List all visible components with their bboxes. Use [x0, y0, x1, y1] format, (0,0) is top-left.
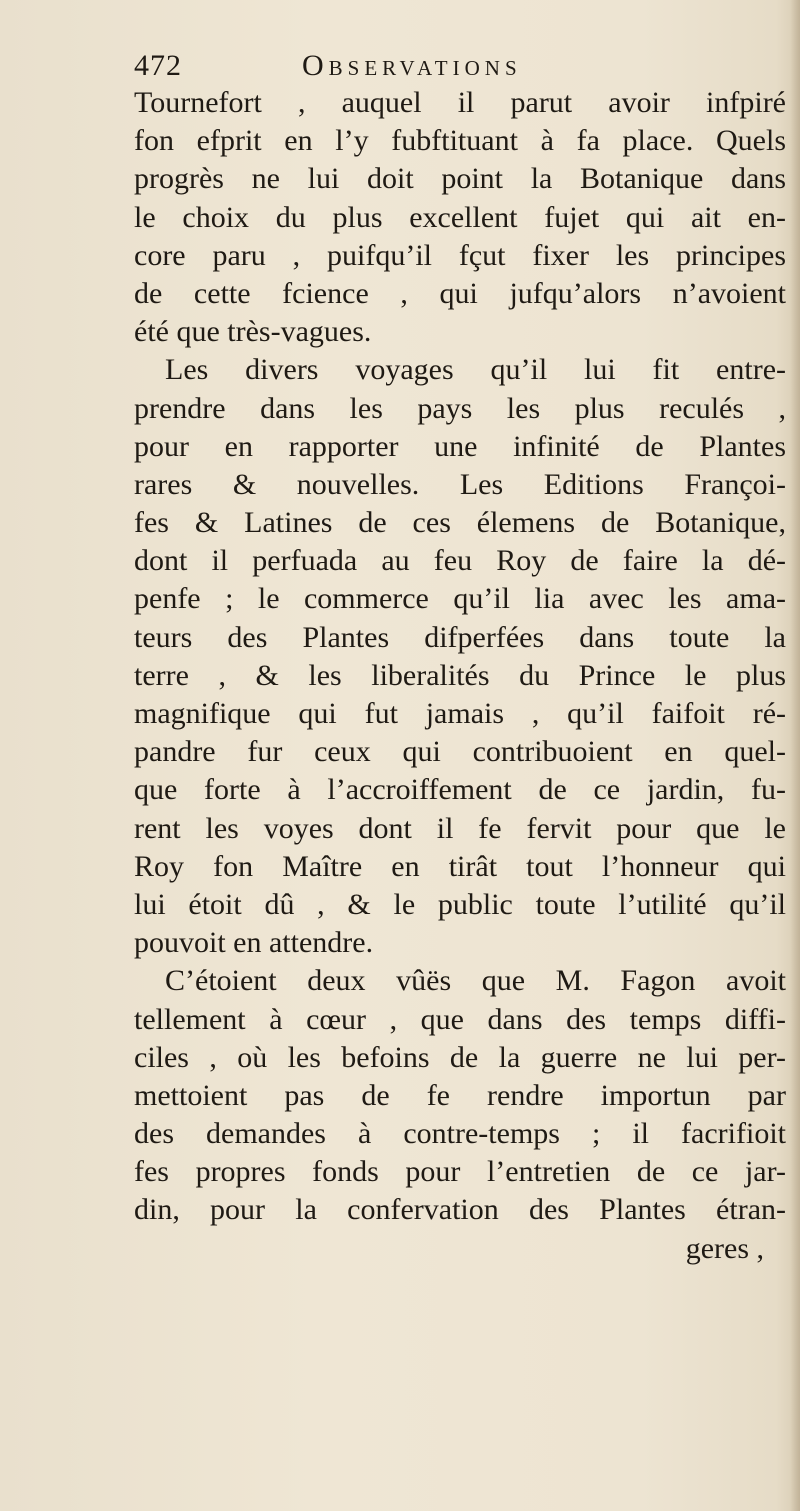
text-line: pour en rapporter une infinité de Plantes — [134, 429, 786, 463]
catchword: geres , — [685, 1231, 764, 1265]
text-line: rent les voyes dont il fe fervit pour que le — [134, 811, 786, 845]
text-line: le choix du plus excellent fujet qui ait en- — [134, 200, 786, 234]
text-line: magnifique qui fut jamais , qu’il faifoit ré- — [134, 697, 786, 730]
text-line: lui étoit dû , & le public toute l’utilité qu’il — [134, 887, 786, 921]
text-line: fes propres fonds pour l’entretien de ce jar- — [134, 1155, 786, 1189]
text-line: din, pour la confervation des Plantes étran- — [134, 1193, 786, 1227]
text-line: des demandes à contre-temps ; il facrifioit — [134, 1117, 786, 1151]
text-line: Roy fon Maître en tirât tout l’honneur qui — [134, 849, 786, 883]
text-line: core paru , puifqu’il fçut fixer les principes — [134, 238, 786, 272]
text-line: mettoient pas de fe rendre importun par — [134, 1078, 786, 1112]
text-line: progrès ne lui doit point la Botanique dans — [134, 162, 786, 196]
text-line: été que très-vagues. — [134, 315, 372, 349]
text-line: tellement à cœur , que dans des temps diffi- — [134, 1002, 786, 1036]
text-line: fon efprit en l’y fubftituant à fa place. Quels — [134, 124, 786, 158]
running-title: Observations — [302, 49, 522, 82]
text-line: penfe ; le commerce qu’il lia avec les ama- — [134, 582, 786, 616]
text-line: teurs des Plantes difperfées dans toute la — [134, 620, 786, 654]
text-line: terre , & les liberalités du Prince le plus — [134, 658, 786, 692]
text-line: Tournefort , auquel il parut avoir infpiré — [134, 86, 786, 119]
text-line: de cette fcience , qui jufqu’alors n’avoient — [134, 276, 786, 310]
text-line: pandre fur ceux qui contribuoient en quel- — [134, 735, 786, 769]
text-line: prendre dans les pays les plus reculés , — [134, 391, 786, 425]
paragraph-start-line: C’étoient deux vûës que M. Fagon avoit — [165, 964, 786, 998]
text-line: que forte à l’accroiffement de ce jardin, fu- — [134, 773, 786, 807]
text-line: rares & nouvelles. Les Editions Françoi- — [134, 467, 786, 501]
text-line: pouvoit en attendre. — [134, 926, 374, 960]
page-number: 472 — [134, 49, 182, 82]
paragraph-start-line: Les divers voyages qu’il lui fit entre- — [165, 353, 786, 387]
text-line: fes & Latines de ces élemens de Botanique, — [134, 506, 786, 540]
text-line: ciles , où les befoins de la guerre ne lui per- — [134, 1040, 786, 1074]
body-text — [134, 84, 796, 1268]
text-line: dont il perfuada au feu Roy de faire la dé- — [134, 544, 786, 578]
